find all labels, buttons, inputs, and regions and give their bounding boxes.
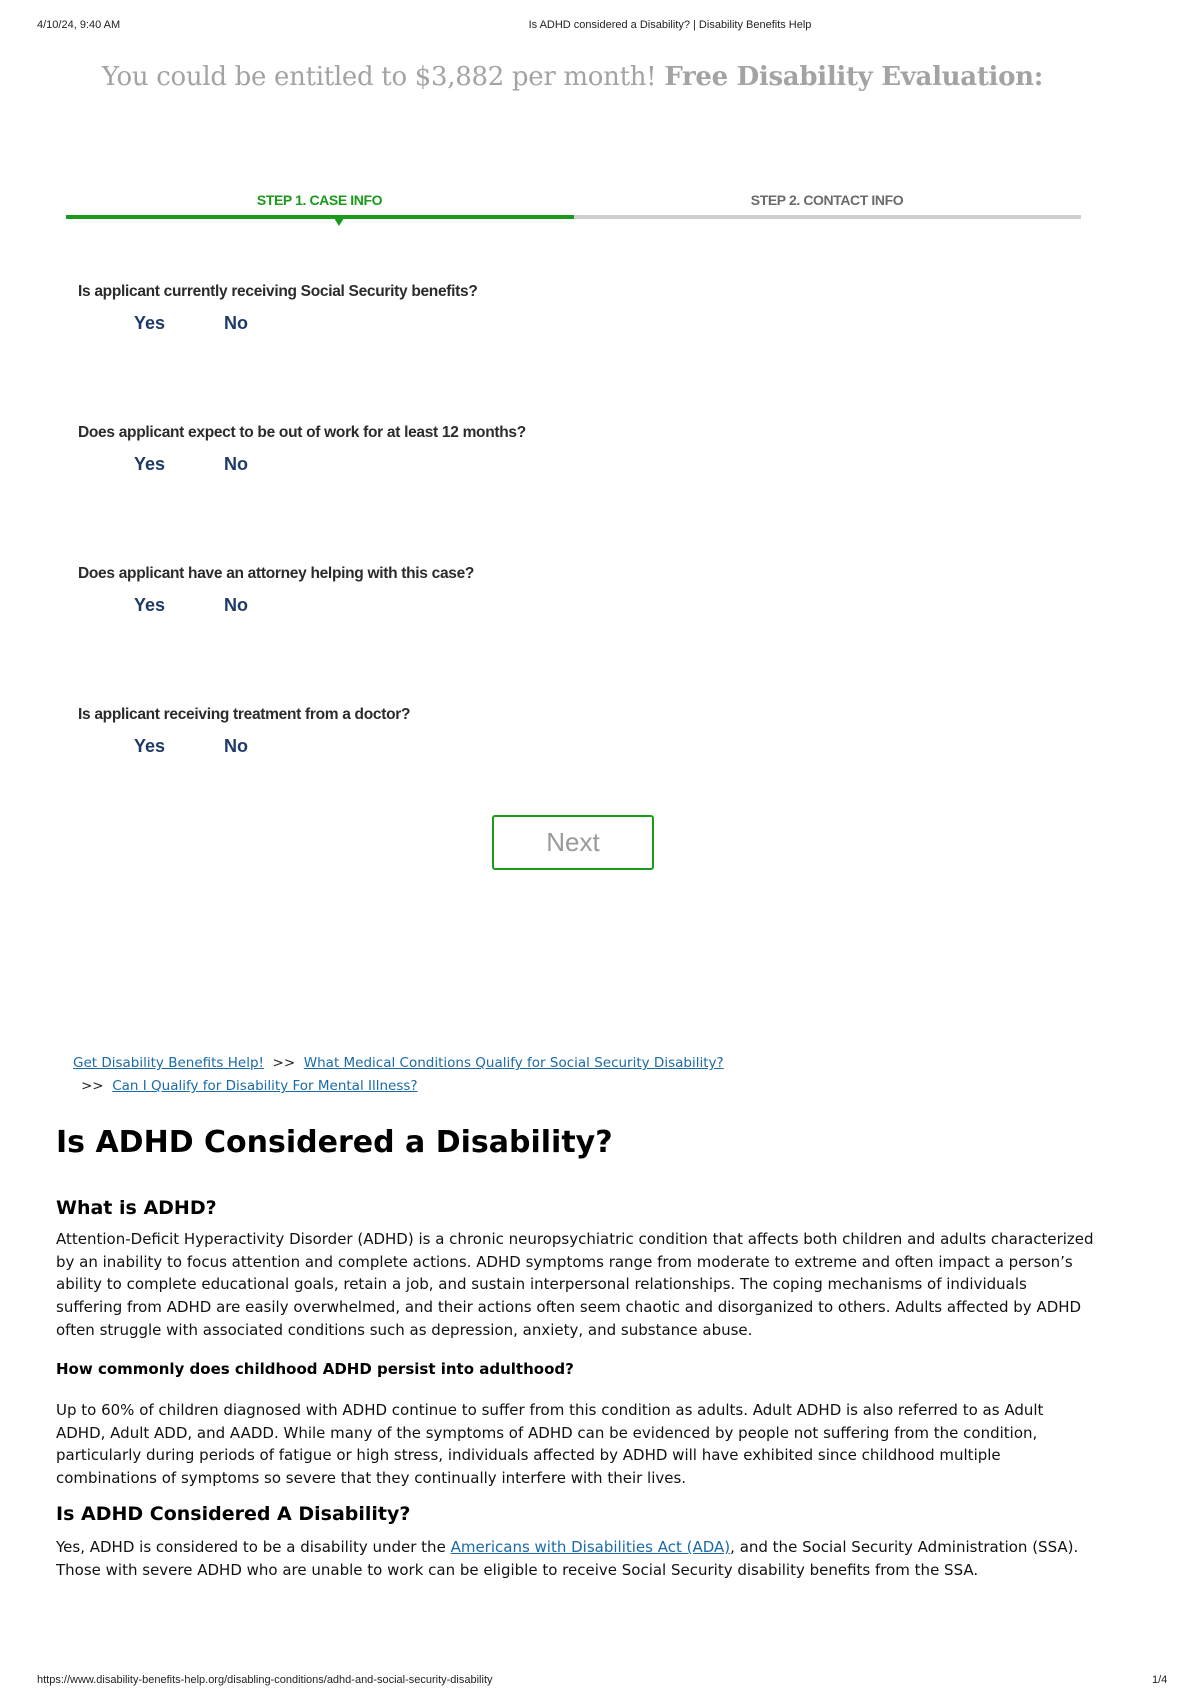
section-heading-is-adhd-disability: Is ADHD Considered A Disability? — [56, 1503, 411, 1525]
question-doctor-no-option[interactable]: No — [224, 736, 248, 756]
banner-bold-text: Free Disability Evaluation: — [664, 62, 1044, 92]
question-out-of-work-label: Does applicant expect to be out of work for at least 12 months? — [78, 424, 526, 441]
question-out-of-work-yes-option[interactable]: Yes — [134, 454, 166, 474]
article-title: Is ADHD Considered a Disability? — [56, 1125, 613, 1160]
question-ssb-no-option[interactable]: No — [224, 313, 248, 333]
paragraph-is-adhd-disability — [56, 1536, 1096, 1581]
question-doctor-yes-option[interactable]: Yes — [134, 736, 166, 756]
breadcrumb-continued — [81, 1078, 418, 1094]
breadcrumb-link-medical-conditions[interactable]: What Medical Conditions Qualify for Social Security Disability? — [303, 1055, 724, 1071]
section-heading-what-is-adhd: What is ADHD? — [56, 1197, 217, 1219]
paragraph-text-after-link: , and the Social Security Administration (SSA). Those with severe ADHD who are unable to work can be eligible to receive Social Security disability benefits from the SSA. — [56, 1538, 1079, 1579]
paragraph-what-is-adhd: Attention-Deficit Hyperactivity Disorder (ADHD) is a chronic neuropsychiatric condition that affects both children and adults characterized by an inability to focus attention and complete actions. ADHD symptoms range from moderate to extreme and often impact a person’s ability to complete educational goals, retain a job, and sustain interpersonal relationships. The coping mechanisms of individuals suffering from ADHD are easily overwhelmed, and their actions often seem chaotic and disorganized to others. Adults affected by ADHD often struggle with associated conditions such as depression, anxiety, and substance abuse. — [56, 1230, 1094, 1339]
step-contact-info[interactable]: STEP 2. CONTACT INFO — [750, 192, 904, 208]
breadcrumb-link-mental-illness[interactable]: Can I Qualify for Disability For Mental Illness? — [112, 1078, 418, 1094]
breadcrumb-link-home[interactable]: Get Disability Benefits Help! — [73, 1055, 264, 1071]
print-title: Is ADHD considered a Disability? | Disability Benefits Help — [528, 19, 812, 31]
next-button[interactable]: Next — [492, 815, 654, 870]
question-attorney-label: Does applicant have an attorney helping with this case? — [78, 565, 475, 582]
print-page-number: 1/4 — [1152, 1674, 1168, 1686]
evaluation-banner — [0, 62, 1145, 92]
step-progress-active — [66, 215, 574, 219]
print-date: 4/10/24, 9:40 AM — [37, 19, 121, 31]
breadcrumb-separator: >> — [81, 1078, 104, 1094]
subheading-adhd-adulthood: How commonly does childhood ADHD persist into adulthood? — [56, 1360, 574, 1378]
step-case-info[interactable]: STEP 1. CASE INFO — [256, 192, 383, 208]
breadcrumb — [73, 1055, 724, 1071]
question-ssb-label: Is applicant currently receiving Social Security benefits? — [78, 283, 478, 300]
banner-text: You could be entitled to $3,882 per month! — [101, 62, 657, 92]
ada-link[interactable]: Americans with Disabilities Act (ADA) — [450, 1538, 731, 1556]
question-attorney-yes-option[interactable]: Yes — [134, 595, 166, 615]
active-step-caret-icon — [334, 218, 344, 226]
step-progress-inactive — [574, 215, 1081, 219]
paragraph-adhd-adulthood: Up to 60% of children diagnosed with ADHD continue to suffer from this condition as adults. Adult ADHD is also referred to as Adult ADHD, Adult ADD, and AADD. While many of the symptoms of ADHD can be evidenced by people not suffering from the condition, particularly during periods of fatigue or high stress, individuals affected by ADHD will have exhibited since childhood multiple combinations of symptoms so severe that they continually interfere with their lives. — [56, 1401, 1044, 1488]
question-ssb-yes-option[interactable]: Yes — [134, 313, 166, 333]
breadcrumb-separator: >> — [272, 1055, 296, 1071]
question-out-of-work-no-option[interactable]: No — [224, 454, 248, 474]
question-doctor-label: Is applicant receiving treatment from a doctor? — [78, 706, 411, 723]
paragraph-text-before-link: Yes, ADHD is considered to be a disability under the — [56, 1538, 451, 1556]
print-footer-url: https://www.disability-benefits-help.org/disabling-conditions/adhd-and-social-security-disability — [37, 1674, 493, 1686]
question-attorney-no-option[interactable]: No — [224, 595, 248, 615]
